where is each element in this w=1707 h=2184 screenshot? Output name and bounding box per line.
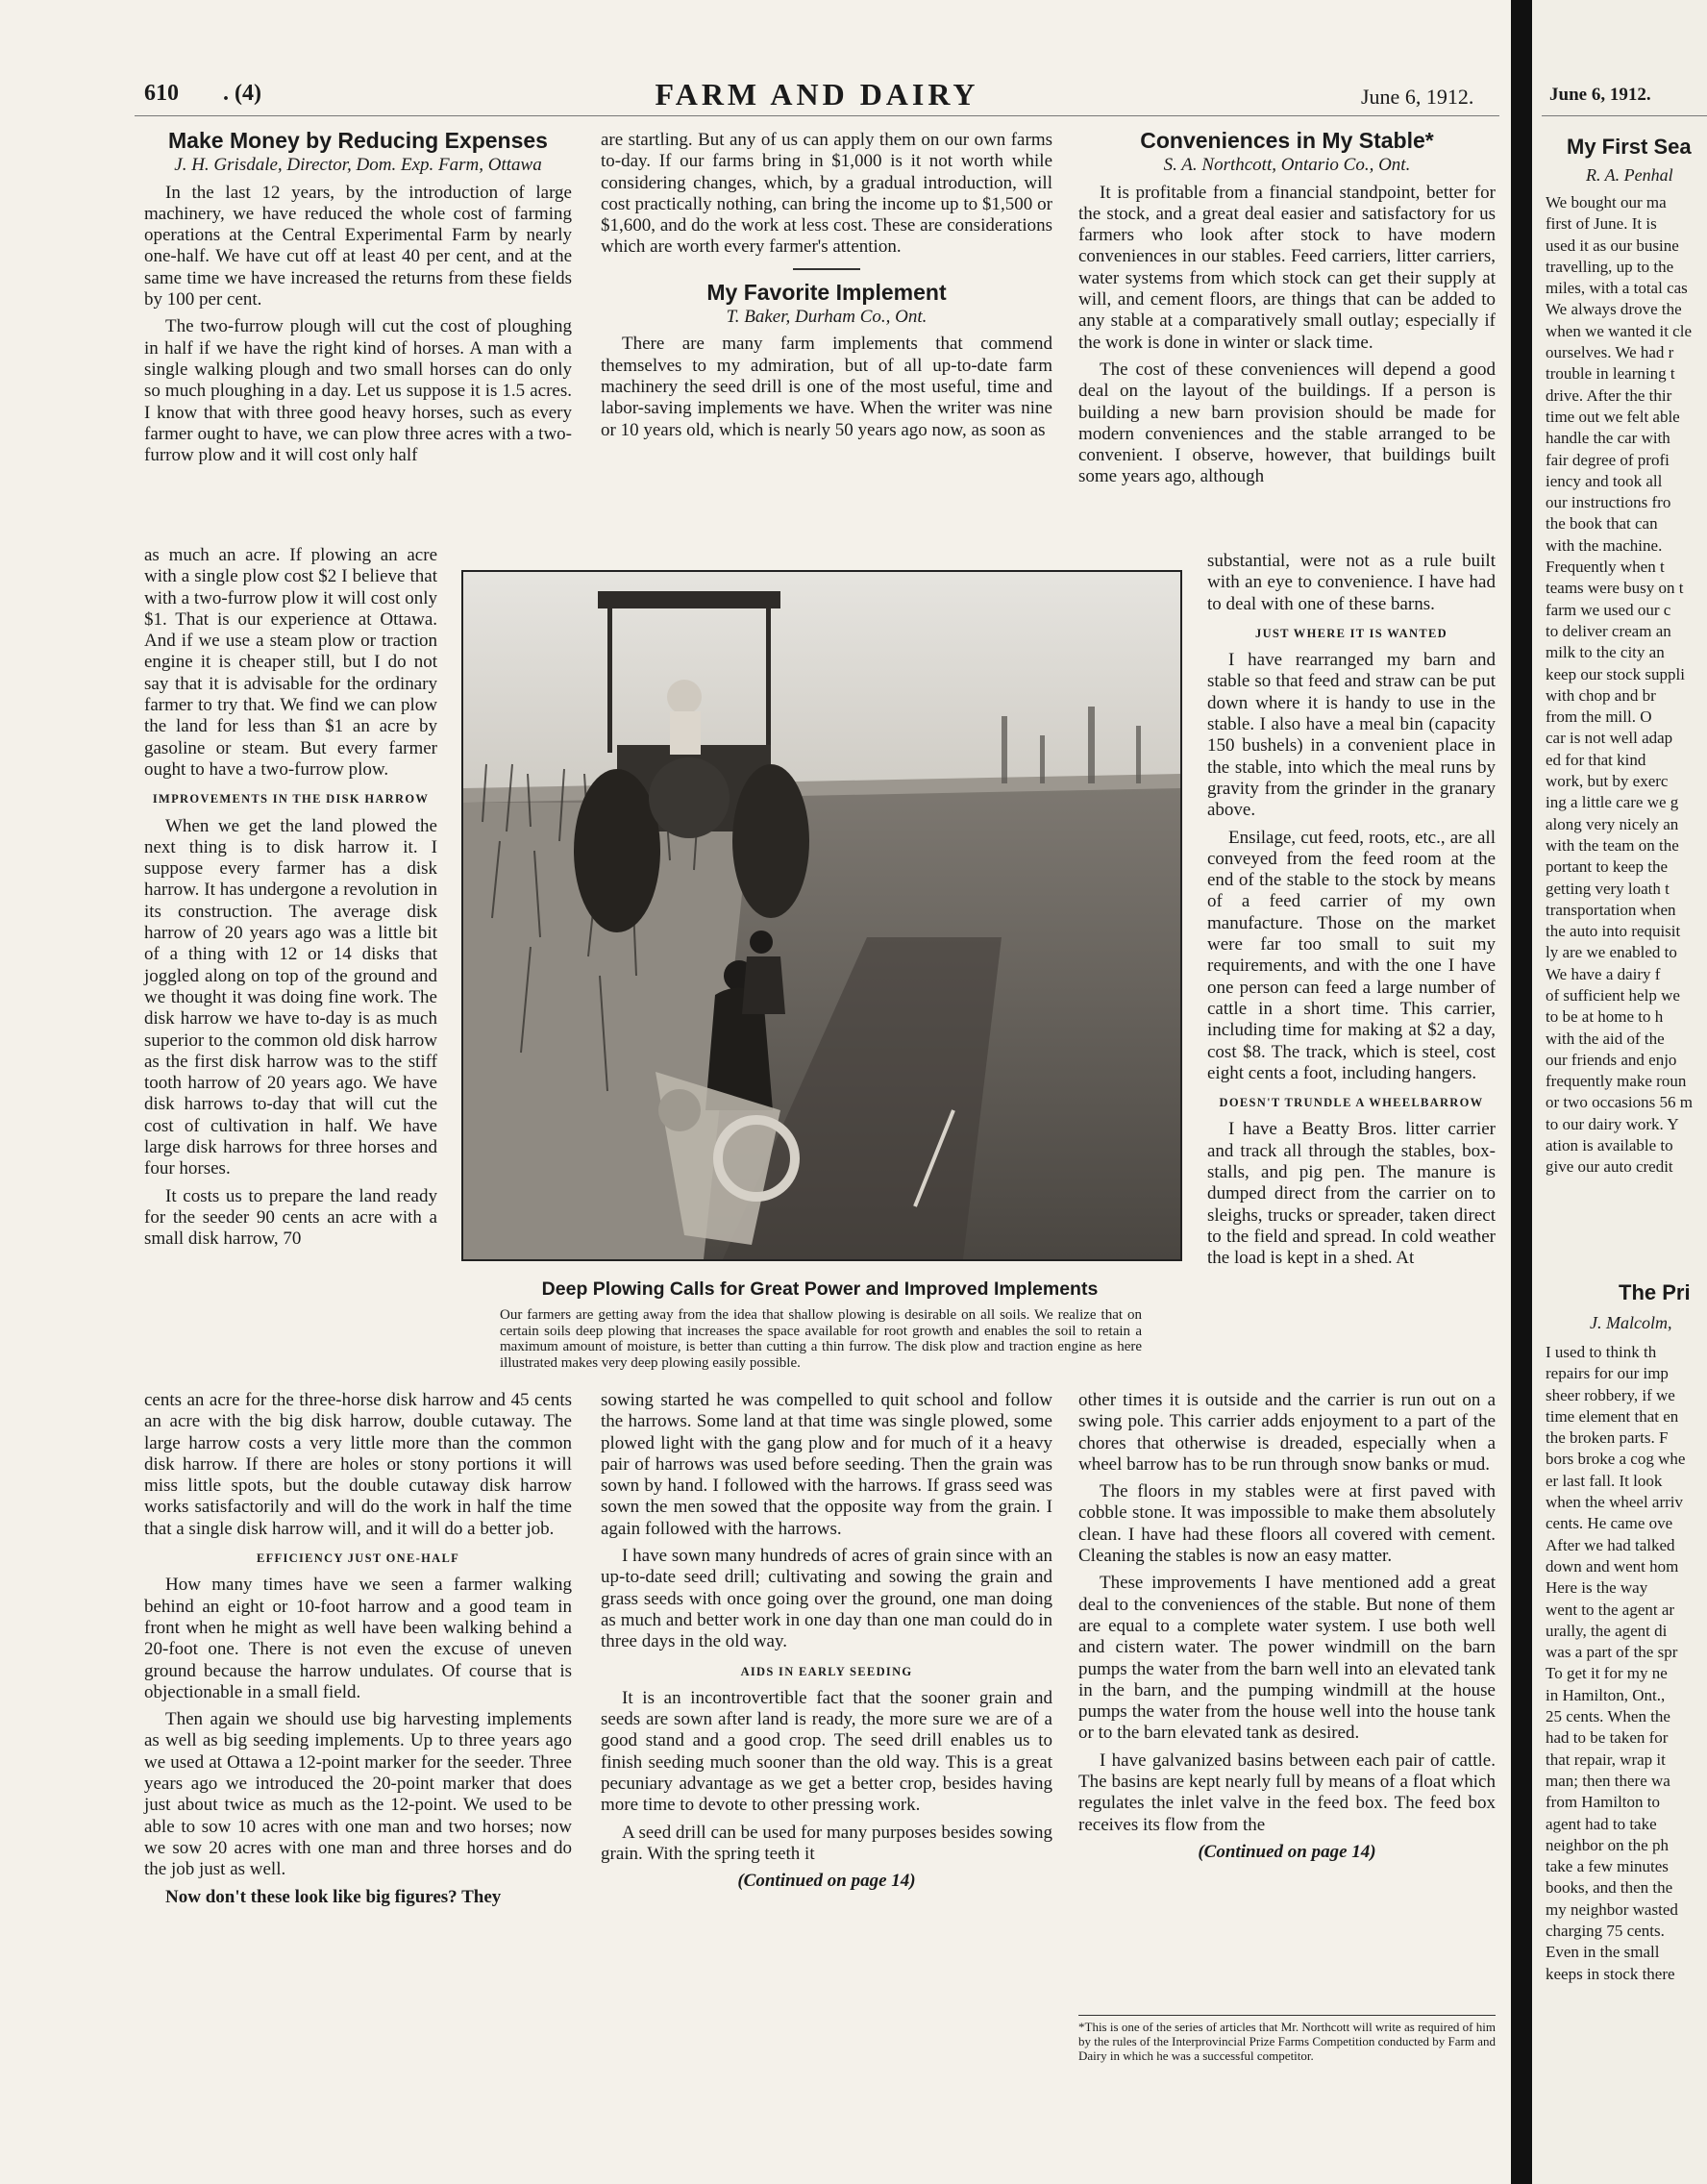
article-3-title: Conveniences in My Stable* [1140,128,1434,153]
paragraph: How many times have we seen a farmer walking behind an eight or 10-foot harrow and a good team in front when he might as well have been walking behind a 20-foot one. There is not even the excuse of uneven ground because the harrow undulates. Of course that is objectionable in a small field. [144,1575,572,1702]
paragraph: I have sown many hundreds of acres of grain since with an up-to-date seed drill; cultivating and sowing the grain and grass seeds with once going over the ground, one man doing as much and better work in one day than one man could do in three days in the old way. [601,1546,1052,1652]
paragraph: Ensilage, cut feed, roots, etc., are all conveyed from the feed room at the end of the stable to the stock by means of a feed carrier of my own manufacture. Those on the market were far too small to suit my requirements, and with the one I have one person can feed a large number of cattle in a short time. This carrier, including time for making at $2 a day, cost $8. The track, which is steel, cost eight cents a foot, including hangers. [1207,827,1496,1083]
paragraph: I have a Beatty Bros. litter carrier and track all through the stables, box-stalls, and pig pen. The manure is dumped direct from the carrier on to sleighs, trucks or spreader, taken direct to the field and spread. In cold weather the load is kept in a shed. At [1207,1119,1496,1269]
plowing-photo [461,570,1182,1261]
text-line: with chop and br [1546,685,1656,705]
article-2-bottom [601,1390,1052,1893]
text-line: was a part of the spr [1546,1643,1678,1662]
text-line: our friends and enjo [1546,1050,1677,1069]
text-line: drive. After the thir [1546,385,1672,405]
text-line: keep our stock suppli [1546,664,1685,683]
article-2-subhead-aids: AIDS IN EARLY SEEDING [740,1664,913,1678]
article-1-bottom [144,1390,572,1914]
text-line: repairs for our imp [1546,1364,1669,1383]
paragraph: I have galvanized basins between each pair of cattle. The basins are kept nearly full by means of a float which regulates the inlet valve in the feed box. The feed box receives its flow from the [1078,1750,1496,1835]
text-line: 25 cents. When the [1546,1707,1670,1726]
masthead: FARM AND DAIRY [655,77,979,112]
paragraph: sowing started he was compelled to quit school and follow the harrows. Some land at that time was single plowed, some plowed light with the gang plow and for much of it a heavy pair of harrows was used before seeding. Then the grain was sown by hand. I followed with the harrows. If grass seed was sown the men sowed that the opposite way from the grain. I again followed with the harrows. [601,1390,1052,1539]
photo-caption-title: Deep Plowing Calls for Great Power and Improved Implements [541,1278,1099,1300]
photo-caption-body: Our farmers are getting away from the idea that shallow plowing is desirable on all soils. We realize that on certain soils deep plowing that increases the space available for root growth and enables the soil to retain a maximum amount of moisture, is better than cutting a thin furrow. The disk plow and traction engine as here illustrated makes very deep plowing easily possible. [500,1307,1142,1371]
issue-date: June 6, 1912. [1361,85,1474,109]
text-line: the auto into requisit [1546,922,1681,941]
text-line: We always drove the [1546,300,1682,319]
text-line: teams were busy on t [1546,579,1684,598]
text-line: charging 75 cents. [1546,1922,1665,1941]
text-line: in Hamilton, Ont., [1546,1685,1666,1704]
text-line: ation is available to [1546,1136,1673,1155]
adjacent-page-date: June 6, 1912. [1549,85,1651,105]
page-number: 610 [144,81,179,106]
text-line: I used to think th [1546,1343,1657,1361]
paragraph: cents an acre for the three-horse disk harrow and 45 cents an acre with the big disk harrow, double cutaway. The large harrow costs a very little more than the common disk harrow. If there are holes or stony portions it will miss little spots, but the double cutaway disk harrow works satisfactorily and will do the work in half the time that a single disk harrow will, and it will do a better job. [144,1390,572,1539]
header-rule [135,115,1499,116]
paragraph: The cost of these conveniences will depend a good deal on the layout of the buildings. If a person is building a new barn provision should be made for modern conveniences and the stable arranged to be convenient. I observe, however, that buildings built some years ago, although [1078,359,1496,487]
text-line: Here is the way [1546,1578,1648,1598]
text-line: first of June. It is [1546,214,1657,234]
text-line: along very nicely an [1546,814,1679,833]
text-line: trouble in learning t [1546,364,1675,384]
text-line: of sufficient help we [1546,985,1680,1005]
closing-line [144,1887,572,1908]
text-line: down and went hom [1546,1556,1679,1576]
article-1-title: Make Money by Reducing Expenses [168,128,548,153]
paragraph: The floors in my stables were at first paved with cobble stone. It was impossible to make them absolutely clean. I have had these floors all covered with cement. Cleaning the stables is now an easy matter. [1078,1481,1496,1567]
text-line: After we had talked [1546,1535,1675,1554]
article-3-subhead-where: JUST WHERE IT IS WANTED [1255,626,1447,640]
article-3-narrow [1207,551,1496,1276]
text-line: getting very loath t [1546,879,1670,898]
text-line: time element that en [1546,1406,1679,1426]
text-line: er last fall. It look [1546,1471,1663,1490]
adjacent-article-2-lines [1546,1342,1685,1985]
closing-tail: They [461,1886,502,1907]
text-line: cents. He came ove [1546,1514,1673,1533]
paragraph: Then again we should use big harvesting implements as well as big seeding implements. Up to three years ago we used at Ottawa a 12-point marker for the seeder. Three years ago we introduced the 20-point marker that does just about twice as much as the 12-point. We used to be able to sow 10 acres with one man and two horses; now we sow 20 acres with one man and three horses and do the job just as well. [144,1709,572,1880]
divider [793,268,860,270]
text-line: miles, with a total cas [1546,279,1688,298]
text-line: neighbor on the ph [1546,1835,1669,1854]
text-line: Even in the small [1546,1943,1660,1962]
paragraph: as much an acre. If plowing an acre with a single plow cost $2 I believe that with a two-furrow plow it will cost only $1. That is our experience at Ottawa. And if we use a steam plow or traction engine it is cheaper still, but I do not say that it is advisable for the ordinary farmer to try that. We find we can plow the land for less than $1 an acre by gasoline or steam. But every farmer ought to have a two-furrow plow. [144,545,437,780]
text-line: transportation when [1546,900,1676,919]
text-line: went to the agent ar [1546,1600,1675,1619]
adjacent-article-2-title: The Pri [1619,1280,1691,1304]
text-line: We have a dairy f [1546,964,1661,983]
paragraph: When we get the land plowed the next thing is to disk harrow it. I suppose every farmer has a disk harrow. It has undergone a revolution in its construction. The average disk harrow of 20 years ago was a little bit of a thing with 12 or 14 disks that joggled along on top of the ground and we thought it was doing fine work. The disk harrow we have to-day is as much superior to the common old disk harrow as the first disk harrow was to the stiff tooth harrow of 20 years ago. We have disk harrows to-day that will cut the cost of cultivation in half. We have large disk harrows for three horses and four horses. [144,815,438,1179]
text-line: farm we used our c [1546,600,1671,619]
adjacent-article-1-lines [1546,192,1693,1179]
article-1-subhead-efficiency: EFFICIENCY JUST ONE-HALF [256,1551,460,1566]
text-line: the book that can [1546,514,1658,534]
paragraph: other times it is outside and the carrier is run out on a swing pole. This carrier adds enjoyment to a part of the chores that otherwise is dreaded, especially when a wheel barrow has to be run through snow banks or mud. [1078,1390,1496,1475]
article-1-subhead-disk: IMPROVEMENTS IN THE DISK HARROW [152,792,430,807]
paragraph: It is an incontrovertible fact that the sooner grain and seeds are sown after land is ready, the more sure we are of a good stand and a good crop. The seed drill enables us to finish seeding much sooner than the old way. This is a great pecuniary advantage as we get a better crop, besides having more time to devote to other pressing work. [601,1687,1052,1816]
article-2-byline: T. Baker, Durham Co., Ont. [726,307,928,328]
text-line: urally, the agent di [1546,1621,1668,1640]
text-line: ourselves. We had r [1546,343,1674,362]
text-line: fair degree of profi [1546,450,1670,469]
column-2-top [601,130,1052,447]
text-line: the broken parts. F [1546,1428,1669,1448]
paragraph: These improvements I have mentioned add a great deal to the conveniences of the stable. But none of them are equal to a complete water system. I use both well and cistern water. The power windmill on the barn pumps the water from the barn well into an elevated tank in the barn, and the pumping windmill at the house pumps the water from the house well into the house tank or to the barn elevated tank as desired. [1078,1573,1496,1744]
paragraph: The two-furrow plough will cut the cost of ploughing in half if we have the right kind of horses. A man with a single walking plough and two small horses can do only so much ploughing in a day. Let us suppose it is 1.5 acres. I know that with three good heavy horses, such as every farmer ought to have, we can plow three acres with a two-furrow plow and it will cost only half [144,316,572,466]
article-3-top [1078,130,1496,494]
text-line: ly are we enabled to [1546,943,1677,962]
text-line: from Hamilton to [1546,1793,1660,1812]
text-line: that repair, wrap it [1546,1750,1666,1769]
article-2-continued: (Continued on page 14) [737,1871,916,1892]
adjacent-header-rule [1542,115,1707,116]
text-line: handle the car with [1546,429,1670,448]
text-line: from the mill. O [1546,707,1652,727]
text-line: We bought our ma [1546,193,1667,211]
article-2-title: My Favorite Implement [706,279,947,305]
text-line: ed for that kind [1546,750,1646,769]
adjacent-page [1532,0,1707,2184]
paragraph: I have rearranged my barn and stable so that feed and straw can be put down where it is handy to use in the stable. I also have a meal bin (capacity 150 bushels) in a convenient place in the stable, into which the meal runs by gravity from the grinder in the granary above. [1207,650,1496,821]
text-line: work, but by exerc [1546,772,1669,791]
text-line: sheer robbery, if we [1546,1385,1675,1404]
text-line: agent had to take [1546,1814,1657,1833]
text-line: travelling, up to the [1546,257,1674,276]
text-line: to be at home to h [1546,1007,1664,1027]
paragraph: A seed drill can be used for many purposes besides sowing grain. With the spring teeth it [601,1822,1052,1864]
text-line: frequently make roun [1546,1072,1687,1091]
text-line: milk to the city an [1546,643,1665,662]
text-line: give our auto credit [1546,1157,1673,1177]
paragraph: In the last 12 years, by the introduction of large machinery, we have reduced the whole cost of farming operations at the Central Experimental Farm by nearly one-half. We have cut off at least 40 per cent, and at the same time we have increased the returns from these fields by 100 per cent. [144,182,572,310]
article-3-continued: (Continued on page 14) [1198,1841,1376,1862]
text-line: to our dairy work. Y [1546,1114,1679,1133]
text-line: had to be taken for [1546,1728,1669,1748]
text-line: To get it for my ne [1546,1664,1668,1683]
paragraph: It costs us to prepare the land ready for the seeder 90 cents an acre with a small disk harrow, 70 [144,1185,437,1250]
article-3-bottom [1078,1390,1496,1863]
article-3-subhead-wheelbarrow: DOESN'T TRUNDLE A WHEELBARROW [1219,1096,1484,1110]
article-3-byline: S. A. Northcott, Ontario Co., Ont. [1163,155,1411,176]
text-line: when we wanted it cle [1546,321,1692,340]
text-line: portant to keep the [1546,857,1668,877]
text-line: Frequently when t [1546,558,1665,577]
adjacent-article-2-byline: J. Malcolm, [1590,1313,1672,1332]
text-line: used it as our busine [1546,236,1679,255]
text-line: or two occasions 56 m [1546,1093,1693,1112]
text-line: with the team on the [1546,835,1679,855]
text-line: with the machine. [1546,535,1663,555]
text-line: iency and took all [1546,471,1663,490]
paragraph: are startling. But any of us can apply them on our own farms to-day. If our farms bring in $1,000 is it not worth while considering changes, which, by a gradual introduction, will cost practically nothing, can bring the income up to $1,500 or $1,600, and do the work at less cost. These are considerations which are worth every farmer's attention. [601,130,1052,258]
paragraph: substantial, were not as a rule built with an eye to convenience. I have had to deal with one of these barns. [1207,551,1496,614]
article-3-footnote: *This is one of the series of articles that Mr. Northcott will write as required of him by the rules of the Interprovincial Prize Farms Competition conducted by Farm and Dairy in which he was a successful competitor. [1078,2015,1496,2063]
text-line: keeps in stock there [1546,1964,1675,1983]
text-line: to deliver cream an [1546,621,1671,640]
article-1-narrow [144,545,437,1256]
text-line: our instructions fro [1546,493,1671,512]
text-line: when the wheel arriv [1546,1493,1684,1512]
adjacent-article-1-byline: R. A. Penhal [1586,165,1673,185]
text-line: ing a little care we g [1546,793,1679,812]
page-gutter [1511,0,1532,2184]
text-line: books, and then the [1546,1878,1673,1898]
paragraph: It is profitable from a financial standpoint, better for the stock, and a great deal easier and satisfactory for us farmers who look after stock to have modern conveniences in our stables. Feed carriers, litter carriers, water systems from which stock can get their supply at will, and cement floors, are things that can be added to any stable at a comparatively small outlay; especially if the work is done in winter or slack time. [1078,182,1496,353]
closing-bold: Now don't these look like big figures? [165,1886,458,1907]
section-number: . (4) [223,81,261,106]
text-line: with the aid of the [1546,1029,1665,1048]
text-line: time out we felt able [1546,407,1680,426]
article-1-top [144,130,572,472]
text-line: car is not well adap [1546,729,1673,748]
text-line: bors broke a cog whe [1546,1450,1686,1469]
article-1-byline: J. H. Grisdale, Director, Dom. Exp. Farm, Ottawa [174,155,542,176]
paragraph: There are many farm implements that commend themselves to my admiration, but of all up-to-date farm machinery the seed drill is one of the most useful, time and labor-saving implements we have. When the writer was nine or 10 years old, which is nearly 50 years ago now, as soon as [601,334,1052,440]
plowing-illustration [463,572,1180,1259]
text-line: take a few minutes [1546,1857,1669,1876]
text-line: my neighbor wasted [1546,1899,1678,1919]
text-line: man; then there wa [1546,1771,1670,1790]
adjacent-article-1-title: My First Sea [1567,135,1692,159]
